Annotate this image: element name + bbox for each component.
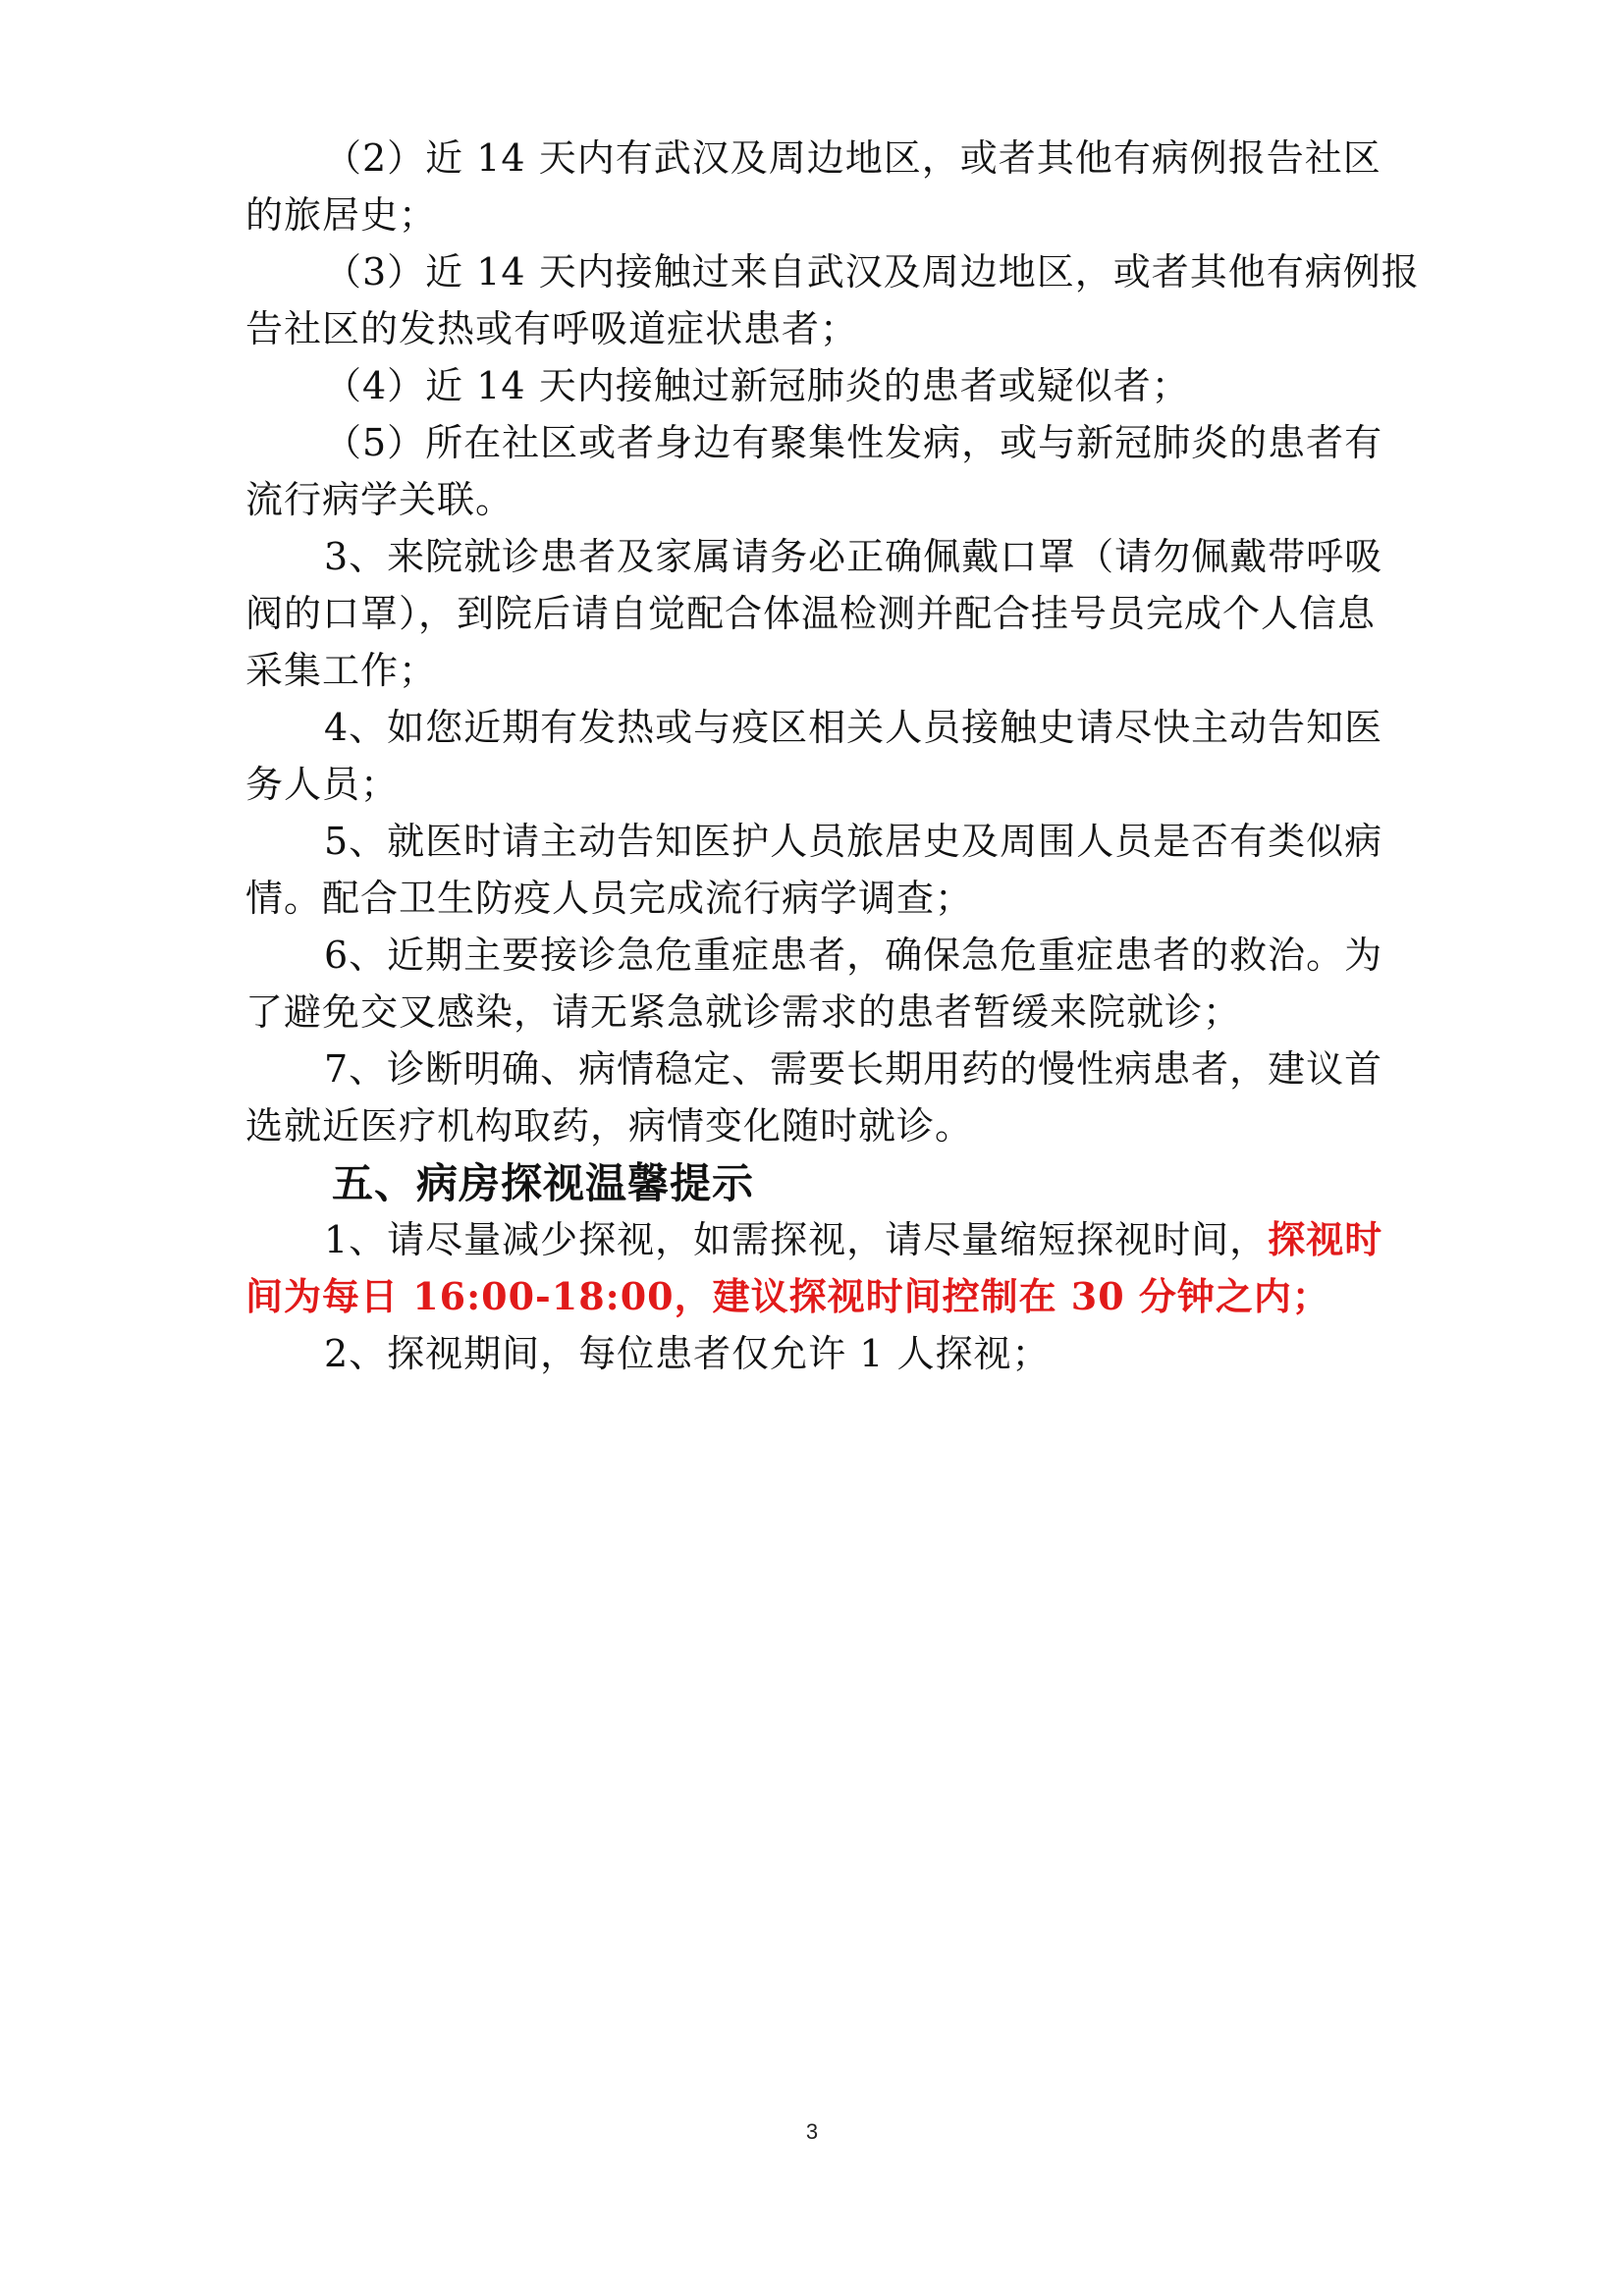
condition-3-line-1: （3）近 14 天内接触过来自武汉及周边地区，或者其他有病例报 xyxy=(324,250,1420,294)
notice-6-line-1: 6、近期主要接诊急危重症患者，确保急危重症患者的救治。为 xyxy=(324,934,1383,977)
notice-3-line-2: 阀的口罩），到院后请自觉配合体温检测并配合挂号员完成个人信息 xyxy=(245,592,1377,635)
visit-notice-1-line-1 xyxy=(324,1214,1463,1265)
condition-3-line-2: 告社区的发热或有呼吸道症状患者； xyxy=(245,307,859,350)
visit-notice-1-highlight-start: 探视时 xyxy=(1268,1217,1383,1261)
section-title: 五、病房探视温馨提示 xyxy=(332,1159,755,1207)
notice-3-line-1: 3、来院就诊患者及家属请务必正确佩戴口罩（请勿佩戴带呼吸 xyxy=(324,535,1383,578)
notice-5-line-2: 情。配合卫生防疫人员完成流行病学调查； xyxy=(245,877,974,920)
notice-7-line-1: 7、诊断明确、病情稳定、需要长期用药的慢性病患者，建议首 xyxy=(324,1047,1383,1091)
condition-4-line: （4）近 14 天内接触过新冠肺炎的患者或疑似者； xyxy=(324,364,1190,407)
visit-notice-1-highlight-line-2: 间为每日 16:00-18:00，建议探视时间控制在 30 分钟之内； xyxy=(245,1274,1330,1318)
notice-5-line-1: 5、就医时请主动告知医护人员旅居史及周围人员是否有类似病 xyxy=(324,820,1383,863)
notice-3-line-3: 采集工作； xyxy=(245,649,438,692)
condition-5-line-1: （5）所在社区或者身边有聚集性发病，或与新冠肺炎的患者有 xyxy=(324,421,1383,464)
notice-4-line-2: 务人员； xyxy=(245,763,400,806)
visit-notice-2-line: 2、探视期间，每位患者仅允许 1 人探视； xyxy=(324,1332,1051,1375)
visit-notice-1-normal-text: 1、请尽量减少探视，如需探视，请尽量缩短探视时间， xyxy=(324,1218,1269,1261)
condition-2-line-2: 的旅居史； xyxy=(245,193,438,237)
condition-5-line-2: 流行病学关联。 xyxy=(245,478,514,521)
condition-2-line-1: （2）近 14 天内有武汉及周边地区，或者其他有病例报告社区 xyxy=(324,136,1381,180)
page-number: 3 xyxy=(805,2119,819,2144)
notice-4-line-1: 4、如您近期有发热或与疫区相关人员接触史请尽快主动告知医 xyxy=(324,706,1383,749)
notice-7-line-2: 选就近医疗机构取药，病情变化随时就诊。 xyxy=(245,1104,974,1148)
notice-6-line-2: 了避免交叉感染，请无紧急就诊需求的患者暂缓来院就诊； xyxy=(245,990,1242,1034)
